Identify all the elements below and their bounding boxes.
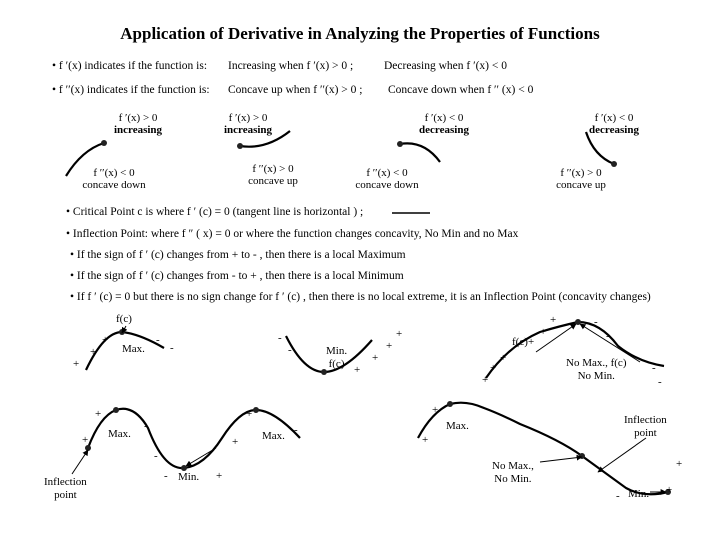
plus-sign: + xyxy=(216,470,223,482)
shape3-fpp: f ′′(x) < 0 concave down xyxy=(355,167,419,191)
shape4-fp: f ′(x) < 0 decreasing xyxy=(589,112,639,136)
inflection-label-left: Inflection point xyxy=(44,476,87,501)
plus-sign: + xyxy=(372,352,379,364)
inflection-point-bottom-2 xyxy=(579,453,585,459)
second-derivative-rule-prefix: • f ′′(x) indicates if the function is: xyxy=(52,84,210,96)
fc-label: f(c) xyxy=(116,313,132,325)
plus-sign: + xyxy=(432,404,439,416)
plus-sign: + xyxy=(246,408,253,420)
shape3-fp: f ′(x) < 0 decreasing xyxy=(419,112,469,136)
shape4-curve xyxy=(586,132,614,164)
decreasing-rule: Decreasing when f ′(x) < 0 xyxy=(384,60,507,72)
inflection-label-right: Inflection point xyxy=(624,414,667,439)
shape2-curve xyxy=(240,131,290,147)
plus-sign: + xyxy=(82,434,89,446)
minus-sign: - xyxy=(606,330,610,342)
minus-sign: - xyxy=(652,362,656,374)
increasing-rule: Increasing when f ′(x) > 0 ; xyxy=(228,60,354,72)
minus-sign: - xyxy=(156,334,160,346)
minus-sign: - xyxy=(616,490,620,502)
critical-point-definition: • Critical Point c is where f ′ (c) = 0 (tangent line is horizontal ) ; xyxy=(66,206,364,218)
max-point-bottom-2 xyxy=(253,407,259,413)
concave-down-rule: Concave down when f ′′ (x) < 0 xyxy=(388,84,534,96)
max-label-bottom-2: Max. xyxy=(262,430,285,442)
plus-sign: + xyxy=(386,340,393,352)
minus-sign: - xyxy=(154,450,158,462)
inflection-test: • If f ′ (c) = 0 but there is no sign change for f ′ (c) , then there is no local extreme, it is an Inflection Point (concavity changes) xyxy=(70,291,651,303)
arrow-inflection-right xyxy=(598,438,646,472)
minus-sign: - xyxy=(594,316,598,328)
minus-sign: - xyxy=(294,424,298,436)
shape1-point xyxy=(101,140,107,146)
shape1-fpp: f ′′(x) < 0 concave down xyxy=(82,167,146,191)
shape2-fp: f ′(x) > 0 increasing xyxy=(223,112,273,136)
fc-label-right: f(c) xyxy=(512,336,528,348)
min-label-bottom-right: Min. xyxy=(628,488,650,500)
shape1-fp: f ′(x) > 0 increasing xyxy=(113,112,163,136)
no-max-label-bottom: No Max., No Min. xyxy=(492,460,534,485)
plus-sign: + xyxy=(102,334,109,346)
local-max-test: • If the sign of f ′ (c) changes from + to - , then there is a local Maximum xyxy=(70,249,406,261)
shape1-curve xyxy=(66,143,104,176)
arrow-inflection-point xyxy=(72,450,88,474)
plus-sign: + xyxy=(482,374,489,386)
plus-sign: + xyxy=(500,352,507,364)
plus-sign: + xyxy=(666,484,673,496)
shape2-fpp: f ′′(x) > 0 concave up xyxy=(248,163,298,187)
no-max-label-mid: No Max., f(c) No Min. xyxy=(566,357,627,382)
minus-sign: - xyxy=(288,344,292,356)
concave-up-rule: Concave up when f ′′(x) > 0 ; xyxy=(228,84,363,96)
plus-sign: + xyxy=(232,436,239,448)
arrow-no-max-bottom xyxy=(540,457,582,462)
shape3-point xyxy=(397,141,403,147)
minus-sign: - xyxy=(278,332,282,344)
plus-sign: + xyxy=(676,458,683,470)
plus-sign: + xyxy=(90,346,97,358)
plus-sign: + xyxy=(422,434,429,446)
max-point-bottom-3 xyxy=(447,401,453,407)
max-label-bottom-1: Max. xyxy=(108,428,131,440)
shape3-curve xyxy=(400,143,440,162)
minus-sign: - xyxy=(164,470,168,482)
plus-sign: + xyxy=(73,358,80,370)
min-label-bottom: Min. xyxy=(178,471,200,483)
plus-sign: + xyxy=(95,408,102,420)
max-label-bottom-3: Max. xyxy=(446,420,469,432)
plus-sign: + xyxy=(550,314,557,326)
minus-sign: - xyxy=(144,420,148,432)
arrow-min-bottom xyxy=(186,448,216,466)
inflection-point-definition: • Inflection Point: where f ″ ( x) = 0 or where the function changes concavity, No Min and no Max xyxy=(66,228,519,240)
local-min-test: • If the sign of f ′ (c) changes from - to + , then there is a local Minimum xyxy=(70,270,404,282)
min-label-mid: Min. f(c) xyxy=(326,345,348,370)
minus-sign: - xyxy=(170,342,174,354)
minus-sign: - xyxy=(658,376,662,388)
max-point-bottom-1 xyxy=(113,407,119,413)
plus-sign: + xyxy=(540,326,547,338)
plus-sign: + xyxy=(396,328,403,340)
shape2-point xyxy=(237,143,243,149)
page-title: Application of Derivative in Analyzing the Properties of Functions xyxy=(120,24,600,43)
shape4-point xyxy=(611,161,617,167)
plus-sign: + xyxy=(528,336,535,348)
first-derivative-rule-prefix: • f ′(x) indicates if the function is: xyxy=(52,60,208,72)
plus-sign: + xyxy=(354,364,361,376)
plus-sign: + xyxy=(490,362,497,374)
shape4-fpp: f ′′(x) > 0 concave up xyxy=(556,167,606,191)
max-label-mid: Max. xyxy=(122,343,145,355)
